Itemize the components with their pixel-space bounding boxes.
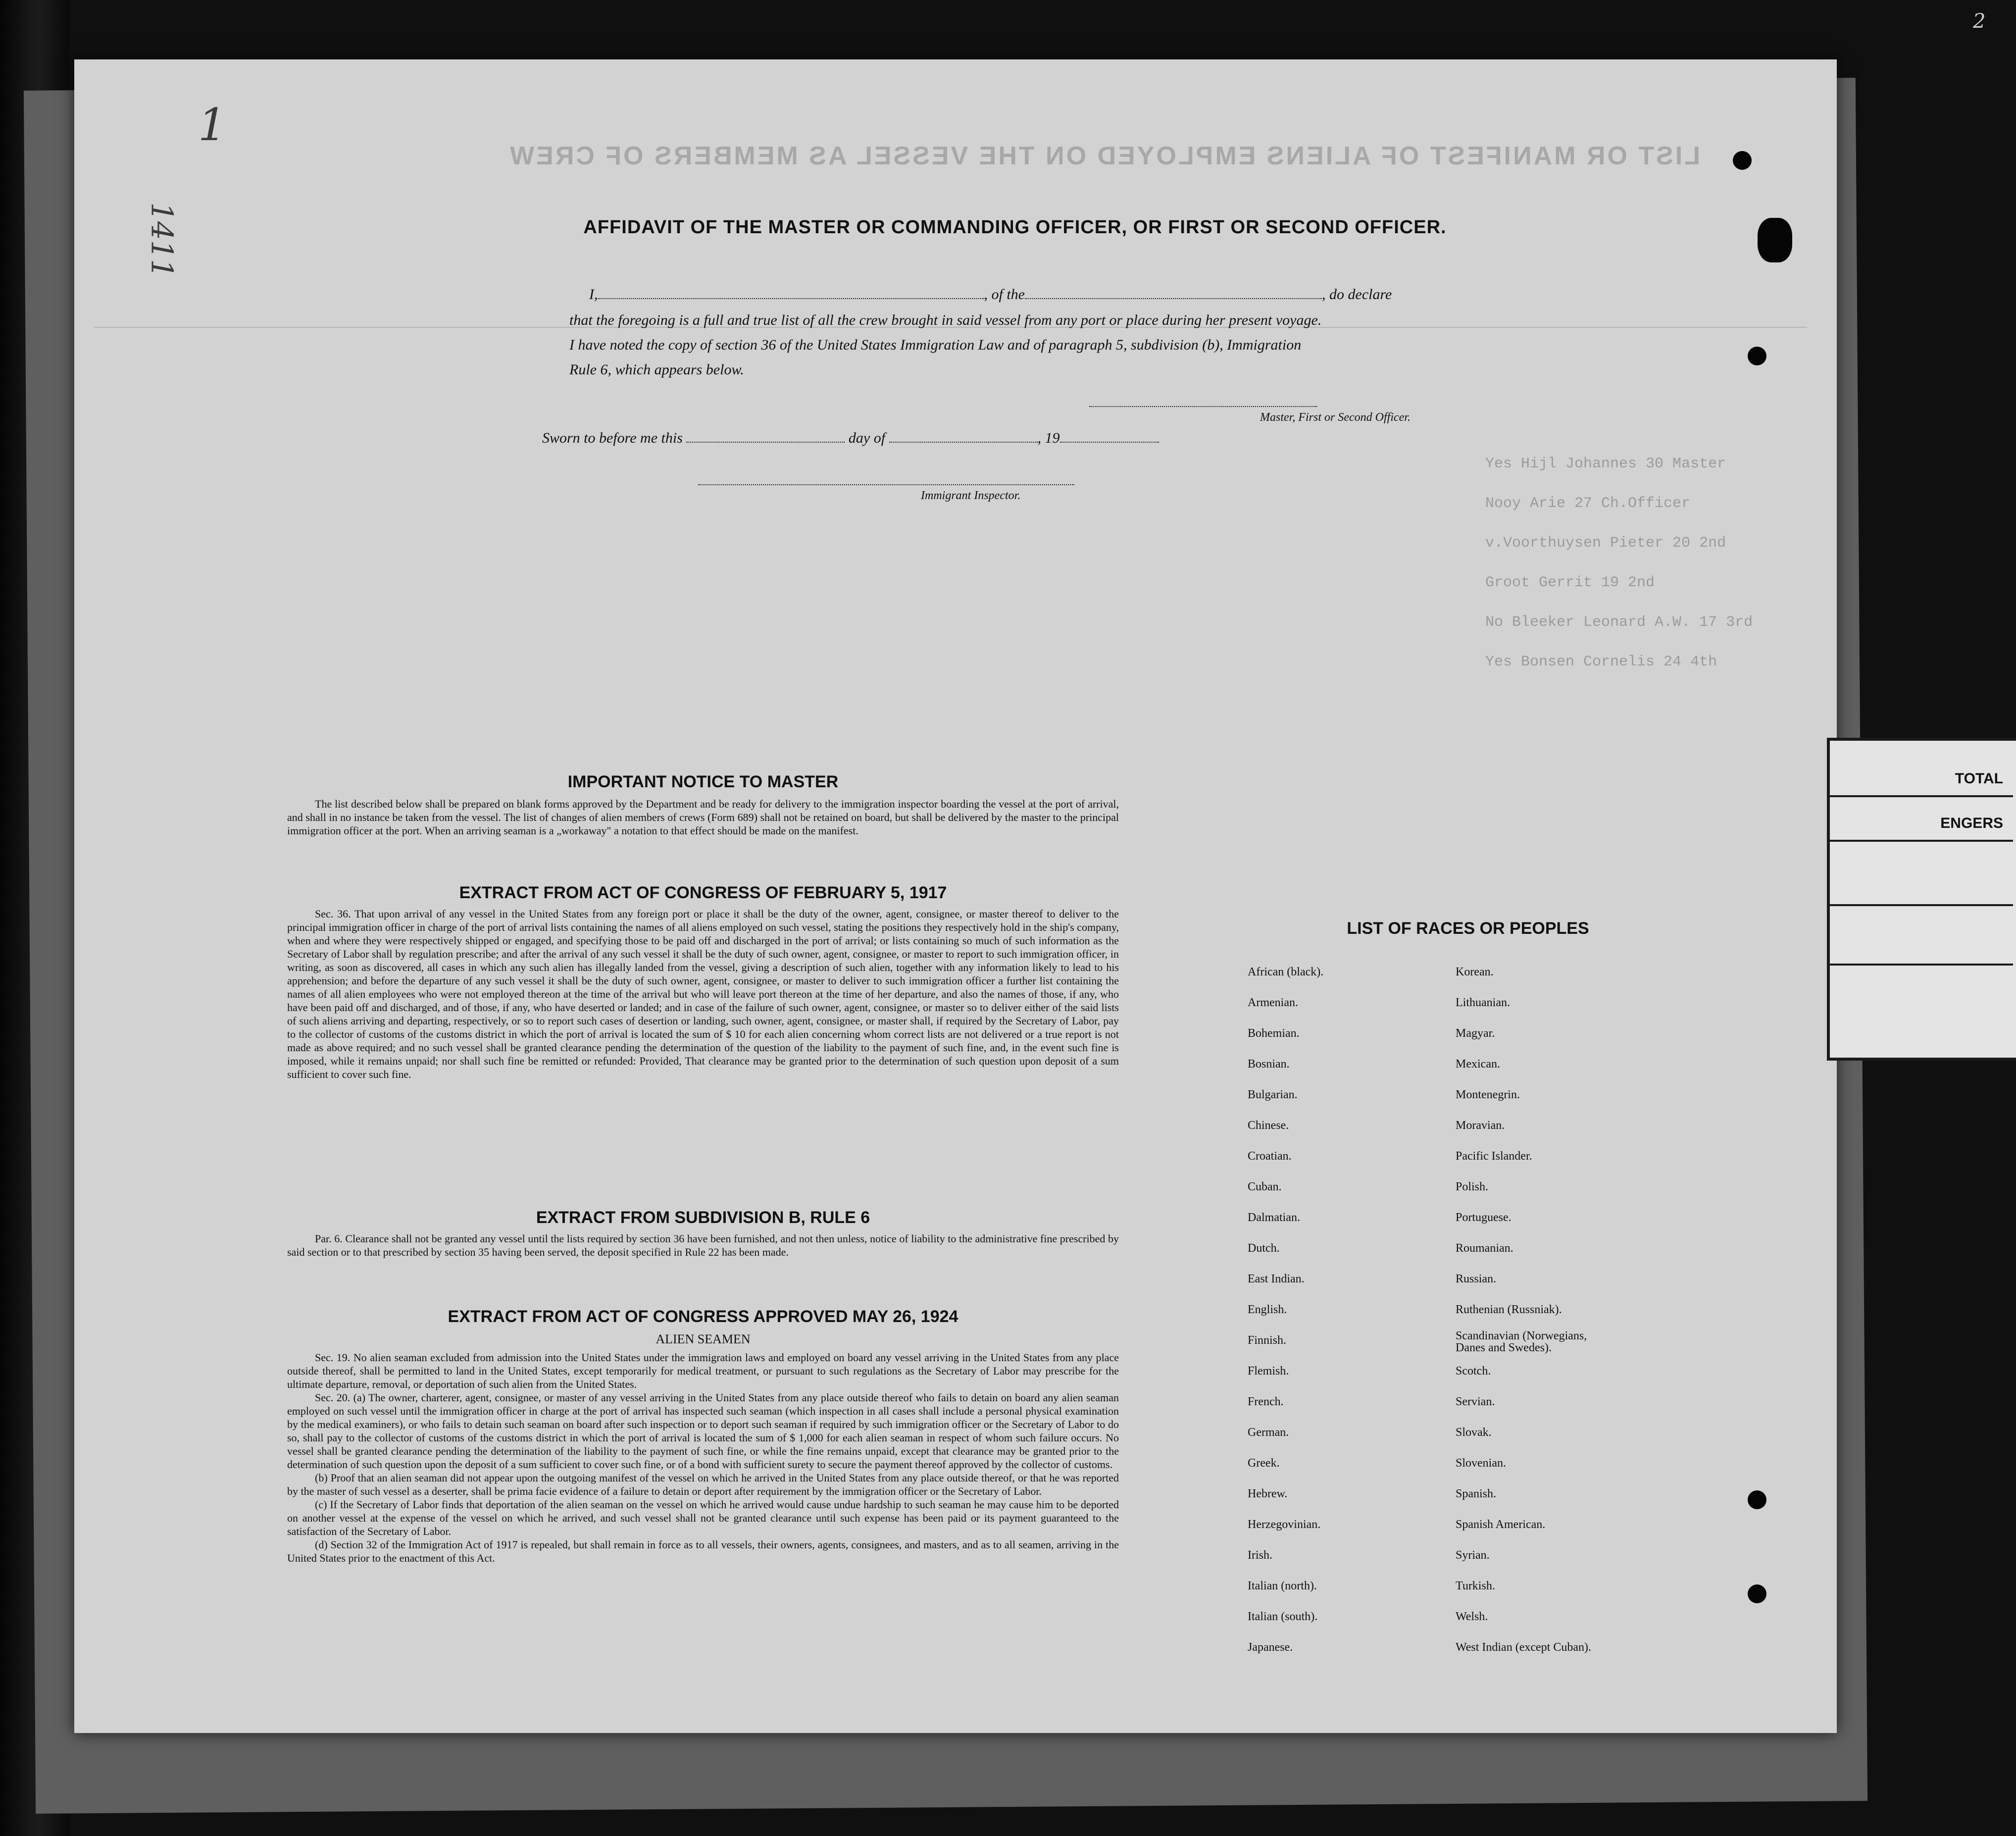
sworn-line: Sworn to before me this day of , 19 [542,430,1159,447]
stamp-rule [1830,904,2013,906]
race-item: West Indian (except Cuban). [1456,1641,1591,1654]
stamp-subtitle: ENGERS [1940,815,2003,831]
race-item: Bosnian. [1248,1058,1290,1071]
punch-hole [1748,347,1766,365]
race-item: Herzegovinian. [1248,1518,1321,1531]
race-item: Dalmatian. [1248,1211,1300,1224]
manifest-page [74,59,1837,1733]
race-item: Greek. [1248,1457,1280,1470]
race-item: Chinese. [1248,1119,1289,1132]
race-item: English. [1248,1303,1287,1316]
extract-1924-body: Sec. 19. No alien seaman excluded from admission into the United States under the immigration laws and employed on board any vessel arriving in the United States from any place outside thereof, shall be permitted to land in the United States, except temporarily for medical treatment, or pursuant to such regulations as the Secretary of Labor may prescribe for the ultimate departure, removal, or deportation of such alien from the United States. Sec. 20. (a) The owner, charterer, agent, consignee, or master of any vessel arriving in the United States from any place outside thereof who fails to detain on board any alien seaman employed on such vessel until the immigration officer in charge at the port of arrival has inspected such seaman (which inspection in all cases shall include a personal physical examination by the medical examiners), or who fails to detain such seaman on board after such inspection or to deport such seaman if required by such immigration officer or the Secretary of Labor to do so, shall pay to the collector of customs of the customs district in which the port of arrival is located the sum of $ 1,000 for each alien seaman in respect of whom such failure occurs. No vessel shall be granted clearance pending the determination of the liability to the payment of such fine, or while the fine remains unpaid, except that clearance may be granted prior to the determination of such question upon the deposit of a sum sufficient to cover such fine, or of a bond with sufficient surety to secure the payment thereof approved by the collector of customs. (b) Proof that an alien seaman did not appear upon the outgoing manifest of the vessel on which he arrived in the United States from any place outside thereof, or that he was reported by the master of such vessel as a deserter, shall be prima facie evidence of a failure to detain or deport after requirement by the immigration officer or the Secretary of Labor. (c) If the Secretary of Labor finds that deportation of the alien seaman on the vessel on which he arrived would cause undue hardship to such seaman he may cause him to be deported on another vessel at the expense of the vessel on which he arrived, and such vessel shall not be granted clearance until such expense has been paid or its payment guaranteed to the satisfaction of the Secretary of Labor. (d) Section 32 of the Immigration Act of 1917 is repealed, but shall remain in force as to all vessels, their owners, agents, consignees, and masters, and as to all seamen, arriving in the United States prior to the enactment of this Act. [287,1351,1119,1564]
stamp-rule [1830,795,2013,797]
race-item: Slovak. [1456,1426,1492,1439]
race-item: Syrian. [1456,1549,1490,1562]
stamp-rule [1830,840,2013,842]
race-item: Pacific Islander. [1456,1150,1532,1163]
notice-title: IMPORTANT NOTICE TO MASTER [567,772,839,791]
master-label: Master, First or Second Officer. [1260,411,1411,424]
race-item: East Indian. [1248,1273,1305,1285]
race-item: Moravian. [1456,1119,1505,1132]
races-title: LIST OF RACES OR PEOPLES [1347,919,1589,938]
race-item: Korean. [1456,966,1494,978]
affidavit-line-4: Rule 6, which appears below. [569,361,744,378]
race-item: Bohemian. [1248,1027,1300,1040]
total-stamp [1827,738,2016,1061]
race-item: Armenian. [1248,996,1298,1009]
bleed-through-text: Groot Gerrit 19 2nd [1485,574,1655,591]
master-signature-line [1089,406,1317,407]
notice-body: The list described below shall be prepared on blank forms approved by the Department and be ready for delivery to the immigration inspector boarding the vessel at the port of arrival, and shall in no instance be taken from the vessel. The list of changes of alien members of crews (Form 689) shall not be retained on board, but shall be delivered by the master to the principal immigration officer at the port. When an arriving seaman is a „workaway" a notation to that effect should be made on the manifest. [287,798,1119,837]
race-item: Roumanian. [1456,1242,1513,1255]
inspector-label: Immigrant Inspector. [921,489,1021,502]
affidavit-line-2: that the foregoing is a full and true list of all the crew brought in said vessel from any port or place during her present voyage. [569,312,1322,328]
race-item: Irish. [1248,1549,1272,1562]
race-item: Finnish. [1248,1334,1287,1347]
race-item: Scandinavian (Norwegians, Danes and Swedes). [1456,1329,1587,1354]
affidavit-line-1: I, , of the , do declare [589,286,1392,303]
race-item: Hebrew. [1248,1487,1288,1500]
extract-1924-subtitle: ALIEN SEAMEN [655,1332,751,1346]
pencil-mark: 1 [198,99,227,151]
punch-hole [1748,1490,1766,1509]
race-item: Bulgarian. [1248,1088,1298,1101]
race-item: African (black). [1248,966,1324,978]
race-item: French. [1248,1395,1284,1408]
corner-mark: 2 [1973,10,1986,33]
punch-hole [1748,1584,1766,1603]
pencil-number: 1411 [144,202,179,278]
extract-1917-title: EXTRACT FROM ACT OF CONGRESS OF FEBRUARY 5, 1917 [459,883,947,902]
stamp-rule [1830,964,2013,966]
race-item: Polish. [1456,1180,1489,1193]
race-item: Portuguese. [1456,1211,1512,1224]
punch-hole [1733,151,1752,170]
race-item: Japanese. [1248,1641,1293,1654]
race-item: Italian (south). [1248,1610,1318,1623]
race-item: Slovenian. [1456,1457,1506,1470]
inspector-signature-line [698,484,1074,485]
race-item: Italian (north). [1248,1580,1317,1592]
race-item: Spanish American. [1456,1518,1546,1531]
bleed-through-heading: LIST OR MANIFEST OF ALIENS EMPLOYED ON THE VESSEL AS MEMBERS OF CREW [508,142,1700,170]
bleed-through-text: No Bleeker Leonard A.W. 17 3rd [1485,614,1753,631]
race-item: Montenegrin. [1456,1088,1520,1101]
race-item: Servian. [1456,1395,1495,1408]
race-item: Welsh. [1456,1610,1488,1623]
race-item: Dutch. [1248,1242,1280,1255]
race-item: German. [1248,1426,1289,1439]
affidavit-title: AFFIDAVIT OF THE MASTER OR COMMANDING OFFICER, OR FIRST OR SECOND OFFICER. [583,217,1447,238]
race-item: Lithuanian. [1456,996,1510,1009]
race-item: Magyar. [1456,1027,1495,1040]
race-item: Turkish. [1456,1580,1495,1592]
extract-rule6-title: EXTRACT FROM SUBDIVISION B, RULE 6 [536,1208,870,1227]
affidavit-line-3: I have noted the copy of section 36 of the United States Immigration Law and of paragraph 5, subdivision (b), Immigration [569,337,1302,353]
race-item: Croatian. [1248,1150,1292,1163]
race-item: Ruthenian (Russniak). [1456,1303,1562,1316]
extract-1924-title: EXTRACT FROM ACT OF CONGRESS APPROVED MAY 26, 1924 [448,1307,958,1326]
extract-1917-body: Sec. 36. That upon arrival of any vessel in the United States from any foreign port or place it shall be the duty of the owner, agent, consignee, or master thereof to deliver to the principal immigration officer in charge of the port of arrival lists containing the names of all aliens employed on such vessel, stating the positions they respectively hold in the ship's company, when and where they were respectively shipped or engaged, and specifying those to be paid off and discharged in the port of arrival; or lists containing so much of such information as the Secretary of Labor shall by regulation prescribe; and after the arrival of any such vessel it shall be the duty of such owner, agent, consignee, or master to report to such immigration officer, in writing, as soon as discovered, all cases in which any such alien has illegally landed from the vessel, giving a description of such alien, together with any information likely to lead to his apprehension; and before the departure of any such vessel it shall be the duty of such owner, agent, consignee, or master to deliver to such immigration officer a further list containing the names of all alien employees who were not employed thereon at the time of the arrival but who will leave port thereon at the time of her departure, and also the names of those, if any, who have been paid off and discharged, and of those, if any, who have deserted or landed; and in case of the failure of such owner, agent, consignee, or master so to deliver either of the said lists of such aliens arriving and departing, respectively, or so to report such cases of desertion or landing, such owner, agent, consignee, or master shall, if required by the Secretary of Labor, pay to the collector of customs of the customs district in which the port of arrival is located the sum of $ 10 for each alien concerning whom correct lists are not delivered or a true report is not made as above required; and no such vessel shall be granted clearance pending the determination of the question of the liability to the payment of such fine, and, in the event such fine is imposed, while it remains unpaid; nor shall such fine be remitted or refunded: Provided, That clearance may be granted prior to the determination of such question upon deposit of a sum sufficient to cover such fine. [287,908,1119,1080]
race-item: Spanish. [1456,1487,1497,1500]
bleed-through-text: Yes Bonsen Cornelis 24 4th [1485,654,1717,670]
stamp-title: TOTAL [1955,770,2003,787]
race-item: Russian. [1456,1273,1497,1285]
race-item: Flemish. [1248,1365,1289,1377]
race-item: Cuban. [1248,1180,1282,1193]
bleed-through-text: Yes Hijl Johannes 30 Master [1485,456,1726,472]
torn-hole [1758,218,1792,262]
race-item: Scotch. [1456,1365,1491,1377]
bleed-through-text: Nooy Arie 27 Ch.Officer [1485,495,1691,512]
bleed-through-text: v.Voorthuysen Pieter 20 2nd [1485,535,1726,552]
extract-rule6-body: Par. 6. Clearance shall not be granted any vessel until the lists required by section 36 have been furnished, and not then unless, notice of liability to the administrative fine prescribed by said section or to that prescribed by section 35 having been served, the deposit specified in Rule 22 has been made. [287,1232,1119,1258]
race-item: Mexican. [1456,1058,1500,1071]
